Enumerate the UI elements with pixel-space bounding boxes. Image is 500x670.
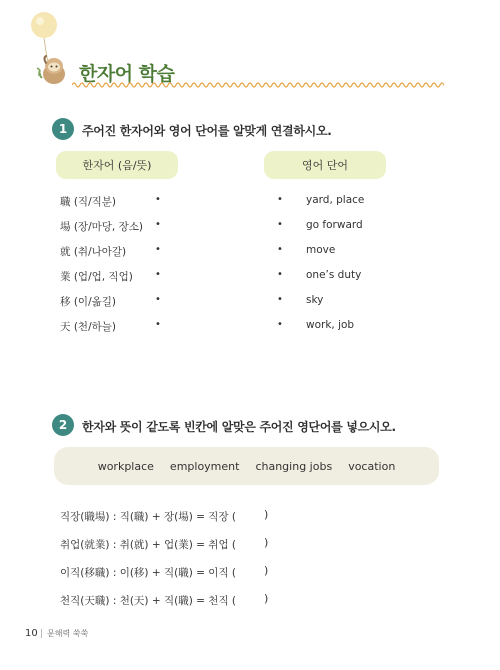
english-item: work, job (306, 319, 355, 331)
section-2-instruction: 한자와 뜻이 같도록 빈칸에 알맞은 주어진 영단어를 넣으시오. (82, 420, 396, 434)
left-connector-dot[interactable]: • (155, 269, 161, 280)
left-connector-dot[interactable]: • (155, 244, 161, 255)
equation-line: 직장(職場) : 직(職) + 장(場) = 직장 ( (60, 511, 237, 523)
english-item: sky (306, 294, 324, 306)
section-1-badge: 1 (52, 118, 74, 140)
right-connector-dot[interactable]: • (277, 294, 283, 305)
english-column-header: 영어 단어 (264, 151, 386, 179)
page-title: 한자어 학습 (79, 63, 175, 85)
wavy-divider (72, 80, 444, 90)
hanja-item: 移 (이/옮길) (60, 296, 116, 308)
right-connector-dot[interactable]: • (277, 244, 283, 255)
word-bank-item: vocation (348, 459, 396, 473)
word-bank-item: changing jobs (255, 459, 333, 473)
left-connector-dot[interactable]: • (155, 319, 161, 330)
section-1-instruction: 주어진 한자어와 영어 단어를 알맞게 연결하시오. (82, 124, 332, 138)
answer-blank-close[interactable]: ) (264, 536, 269, 549)
english-item: go forward (306, 219, 363, 231)
hanja-item: 就 (취/나아갈) (60, 246, 127, 258)
right-connector-dot[interactable]: • (277, 319, 283, 330)
hanja-item: 天 (천/하늘) (60, 321, 116, 333)
word-bank (54, 447, 439, 485)
english-item: one’s duty (306, 269, 362, 281)
left-connector-dot[interactable]: • (155, 194, 161, 205)
book-title: 문해력 쑥쑥 (47, 629, 89, 638)
english-item: yard, place (306, 194, 365, 206)
page-number: 10 (25, 628, 38, 639)
section-2-badge: 2 (52, 414, 74, 436)
hanja-item: 職 (직/직분) (60, 196, 116, 208)
left-connector-dot[interactable]: • (155, 294, 161, 305)
hanja-item: 業 (업/업, 직업) (60, 271, 133, 283)
footer-divider (41, 629, 42, 638)
answer-blank-close[interactable]: ) (264, 564, 269, 577)
word-bank-item: workplace (97, 459, 154, 473)
answer-blank-close[interactable]: ) (264, 592, 269, 605)
answer-blank-close[interactable]: ) (264, 508, 269, 521)
right-connector-dot[interactable]: • (277, 194, 283, 205)
hanja-column-header: 한자어 (음/뜻) (56, 151, 178, 179)
equation-line: 취업(就業) : 취(就) + 업(業) = 취업 ( (60, 539, 237, 551)
sloth-mascot-icon (26, 8, 70, 86)
right-connector-dot[interactable]: • (277, 219, 283, 230)
right-connector-dot[interactable]: • (277, 269, 283, 280)
equation-line: 이직(移職) : 이(移) + 직(職) = 이직 ( (60, 567, 237, 579)
equation-line: 천직(天職) : 천(天) + 직(職) = 천직 ( (60, 595, 237, 607)
word-bank-item: employment (169, 459, 240, 473)
english-item: move (306, 244, 336, 256)
hanja-item: 場 (장/마당, 장소) (60, 221, 143, 233)
left-connector-dot[interactable]: • (155, 219, 161, 230)
